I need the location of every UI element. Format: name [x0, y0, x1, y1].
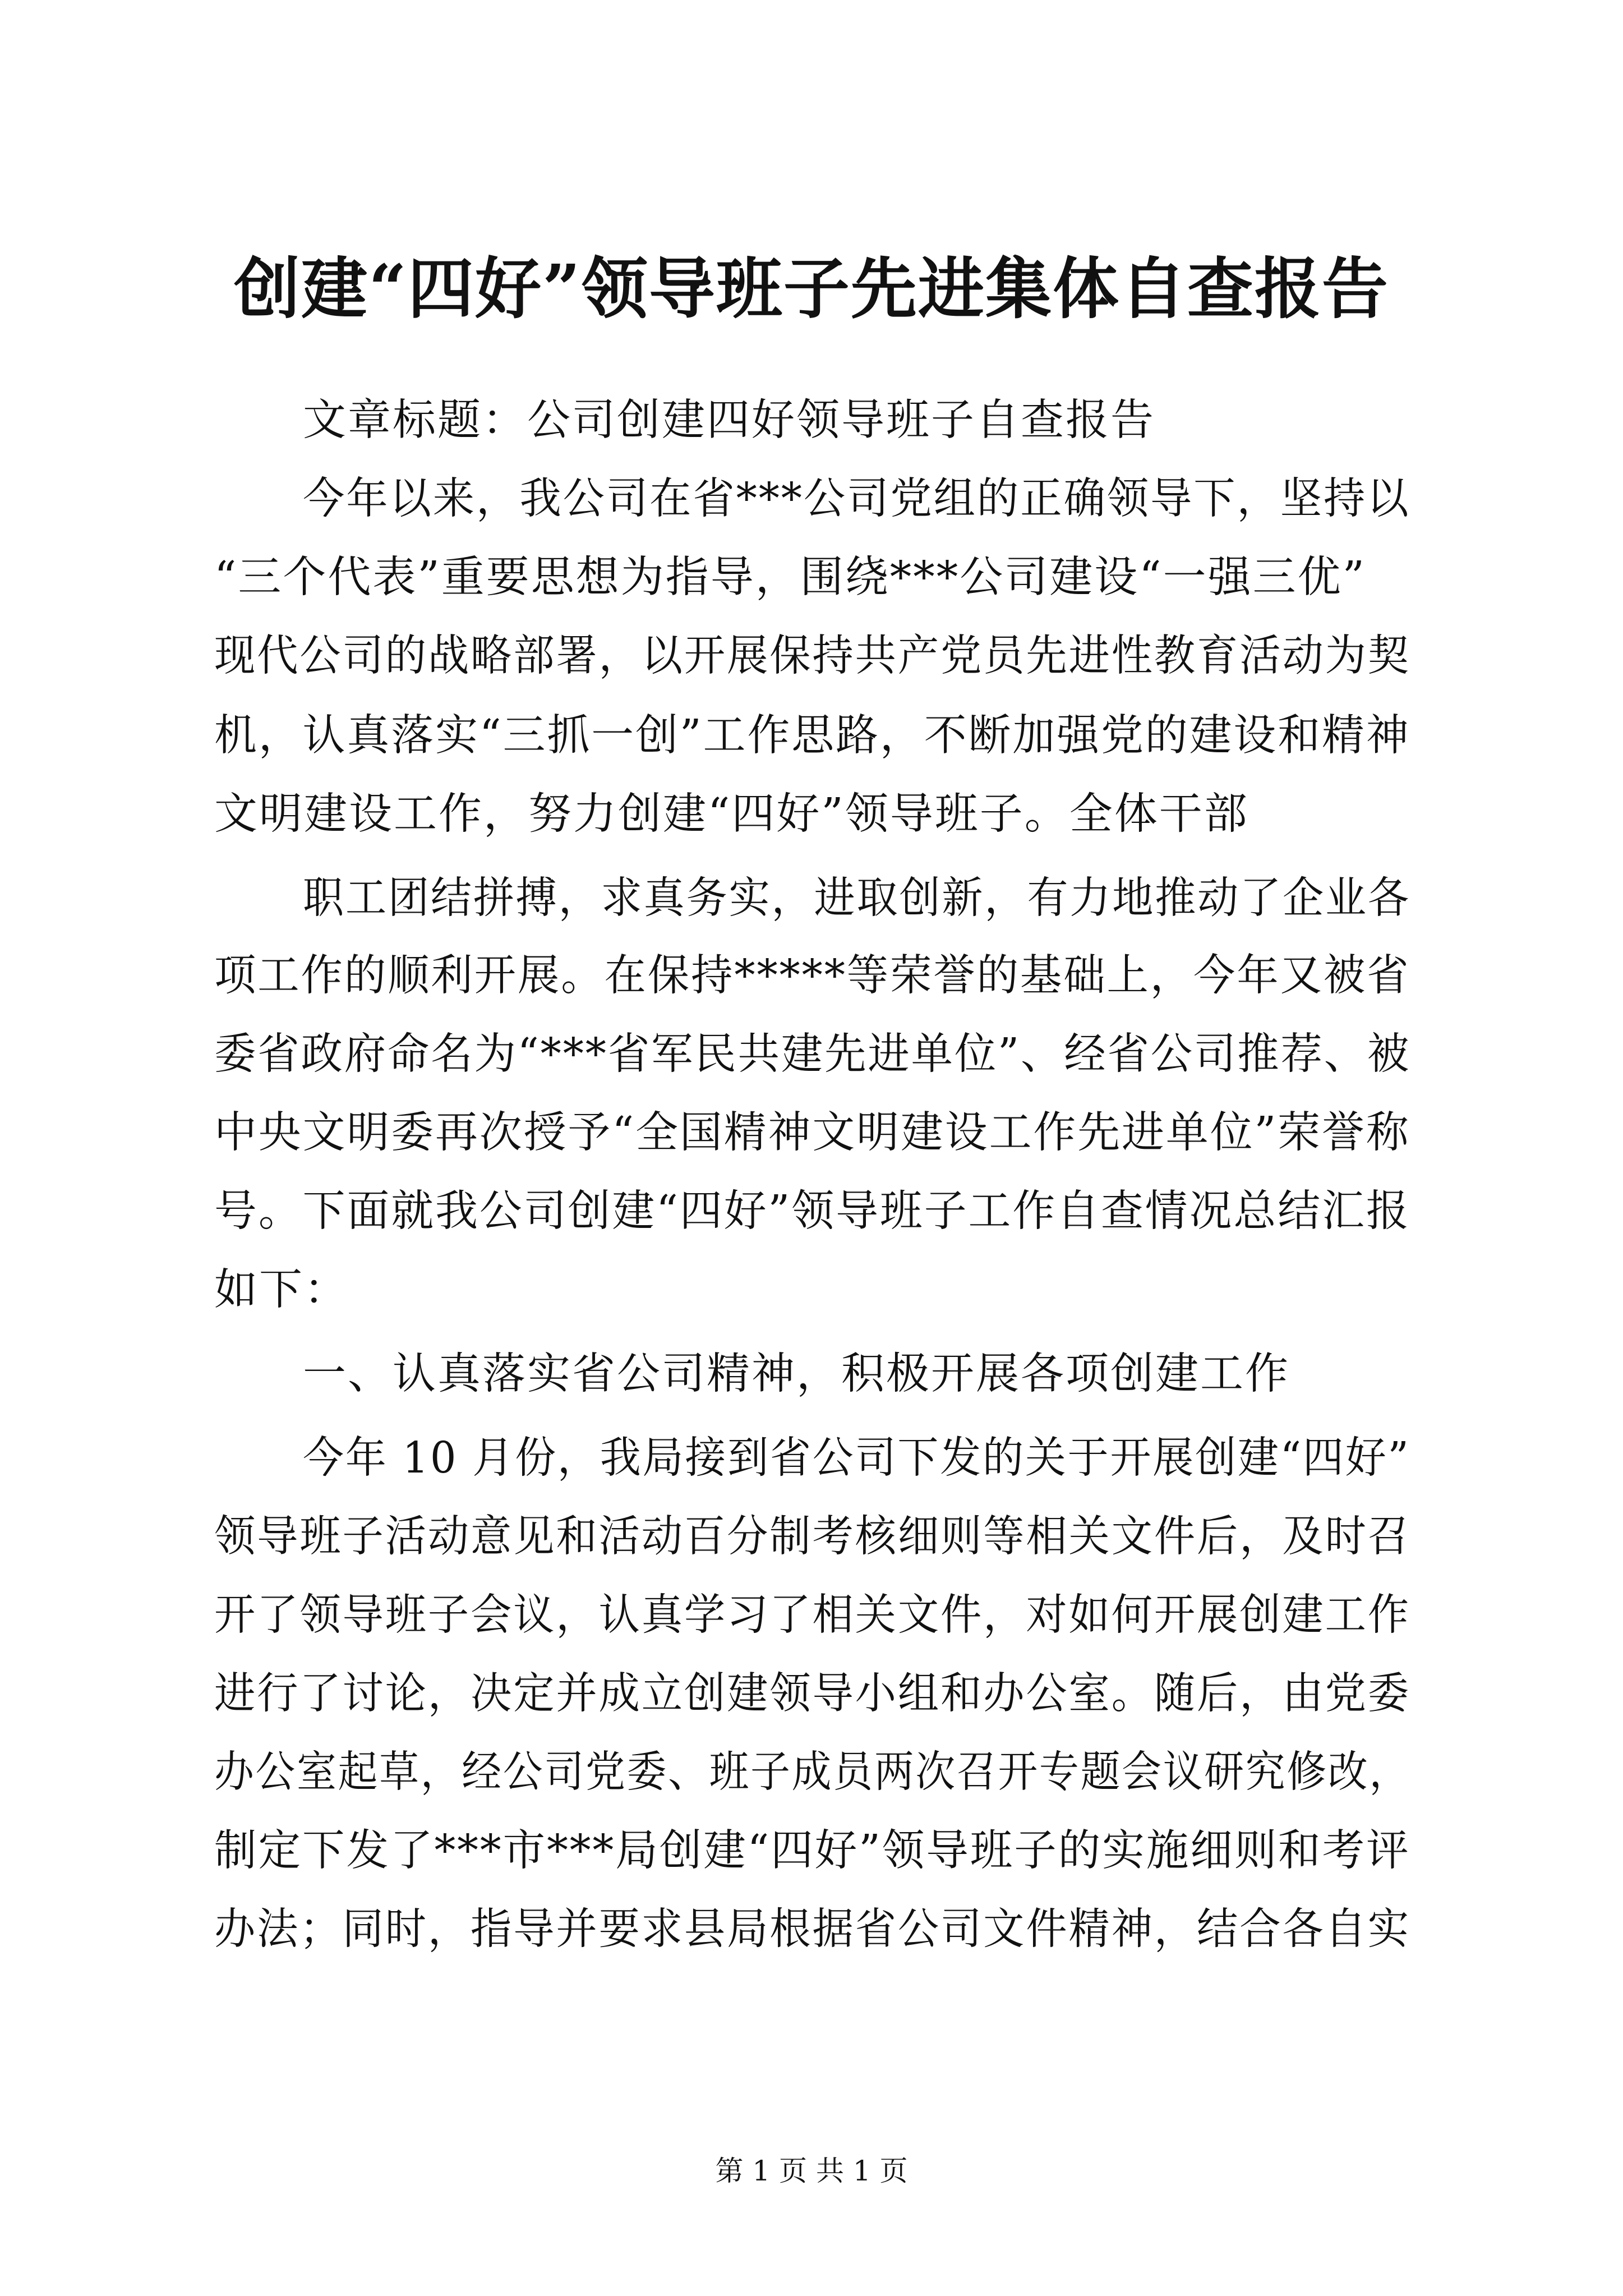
- body-line: 领导班子活动意见和活动百分制考核细则等相关文件后，及时召: [214, 1512, 1410, 1562]
- body-line: 委省政府命名为“***省军民共建先进单位”、经省公司推荐、被: [214, 1029, 1411, 1079]
- page-number-footer: 第 1 页 共 1 页: [715, 2155, 908, 2187]
- body-line: 项工作的顺利开展。在保持*****等荣誉的基础上，今年又被省: [214, 951, 1410, 1001]
- body-line: 办法；同时，指导并要求县局根据省公司文件精神，结合各自实: [214, 1904, 1410, 1954]
- body-line: 如下：: [214, 1265, 349, 1315]
- body-line: 职工团结拼搏，求真务实，进取创新，有力地推动了企业各: [303, 873, 1410, 923]
- body-line: 中央文明委再次授予“全国精神文明建设工作先进单位”荣誉称: [214, 1108, 1410, 1158]
- body-line: 今年 10 月份，我局接到省公司下发的关于开展创建“四好”: [303, 1433, 1410, 1483]
- body-line: 现代公司的战略部署，以开展保持共产党员先进性教育活动为契: [214, 631, 1410, 681]
- body-line: 文明建设工作，努力创建“四好”领导班子。全体干部: [214, 789, 1249, 839]
- body-line: 办公室起草，经公司党委、班子成员两次召开专题会议研究修改，: [214, 1747, 1411, 1797]
- body-line: 今年以来，我公司在省***公司党组的正确领导下，坚持以: [303, 474, 1410, 524]
- section-heading: 一、认真落实省公司精神，积极开展各项创建工作: [303, 1349, 1290, 1399]
- body-line: 进行了讨论，决定并成立创建领导小组和办公室。随后，由党委: [214, 1669, 1410, 1719]
- body-line: 文章标题：公司创建四好领导班子自查报告: [303, 395, 1155, 445]
- body-line: 号。下面就我公司创建“四好”领导班子工作自查情况总结汇报: [214, 1186, 1410, 1236]
- body-line: 机，认真落实“三抓一创”工作思路，不断加强党的建设和精神: [214, 711, 1410, 761]
- body-line: 制定下发了***市***局创建“四好”领导班子的实施细则和考评: [214, 1826, 1410, 1876]
- body-line: 开了领导班子会议，认真学习了相关文件，对如何开展创建工作: [214, 1590, 1410, 1640]
- document-title: 创建“四好”领导班子先进集体自查报告: [234, 250, 1389, 328]
- body-line: “三个代表”重要思想为指导，围绕***公司建设“一强三优”: [214, 553, 1366, 602]
